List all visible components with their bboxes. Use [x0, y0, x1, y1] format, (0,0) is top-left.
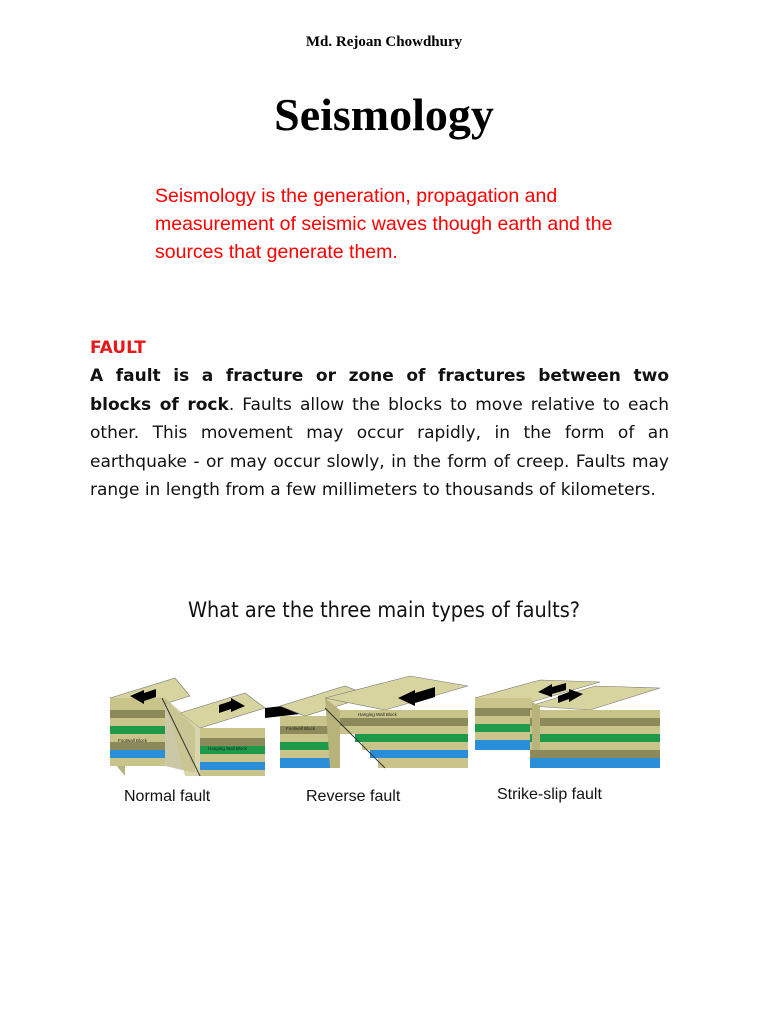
faults-question: What are the three main types of faults? — [187, 598, 581, 622]
fault-heading: FAULT — [90, 338, 146, 358]
reverse-footwall-label: Footwall Block — [286, 726, 316, 731]
fault-lead-bold: A fault is a fracture or zone of fractures between two blocks of rock — [90, 366, 669, 415]
caption-strike-slip-fault: Strike-slip fault — [497, 786, 602, 803]
fault-paragraph — [90, 362, 669, 505]
page-title: Seismology — [274, 89, 494, 140]
fault-body: . Faults allow the blocks to move relative to each other. This movement may occur rapidly, in the form of an earthquake - or may occur slowly, in the form of creep. Faults may range in length from a few millimeters to thousands of kilometers. — [90, 394, 669, 500]
reverse-fault-block — [265, 676, 468, 768]
author-name: Md. Rejoan Chowdhury — [305, 34, 463, 50]
normal-fault-block — [110, 678, 265, 776]
seismology-definition: Seismology is the generation, propagation and measurement of seismic waves though earth and the sources that generate them. — [155, 185, 613, 263]
reverse-hanging-label: Hanging Wall Block — [358, 712, 397, 717]
caption-normal-fault: Normal fault — [124, 788, 211, 805]
normal-hanging-label: Hanging Wall Block — [208, 746, 247, 751]
normal-footwall-label: Footwall Block — [118, 738, 148, 743]
caption-reverse-fault: Reverse fault — [306, 788, 401, 805]
strike-slip-fault-block — [475, 680, 660, 768]
